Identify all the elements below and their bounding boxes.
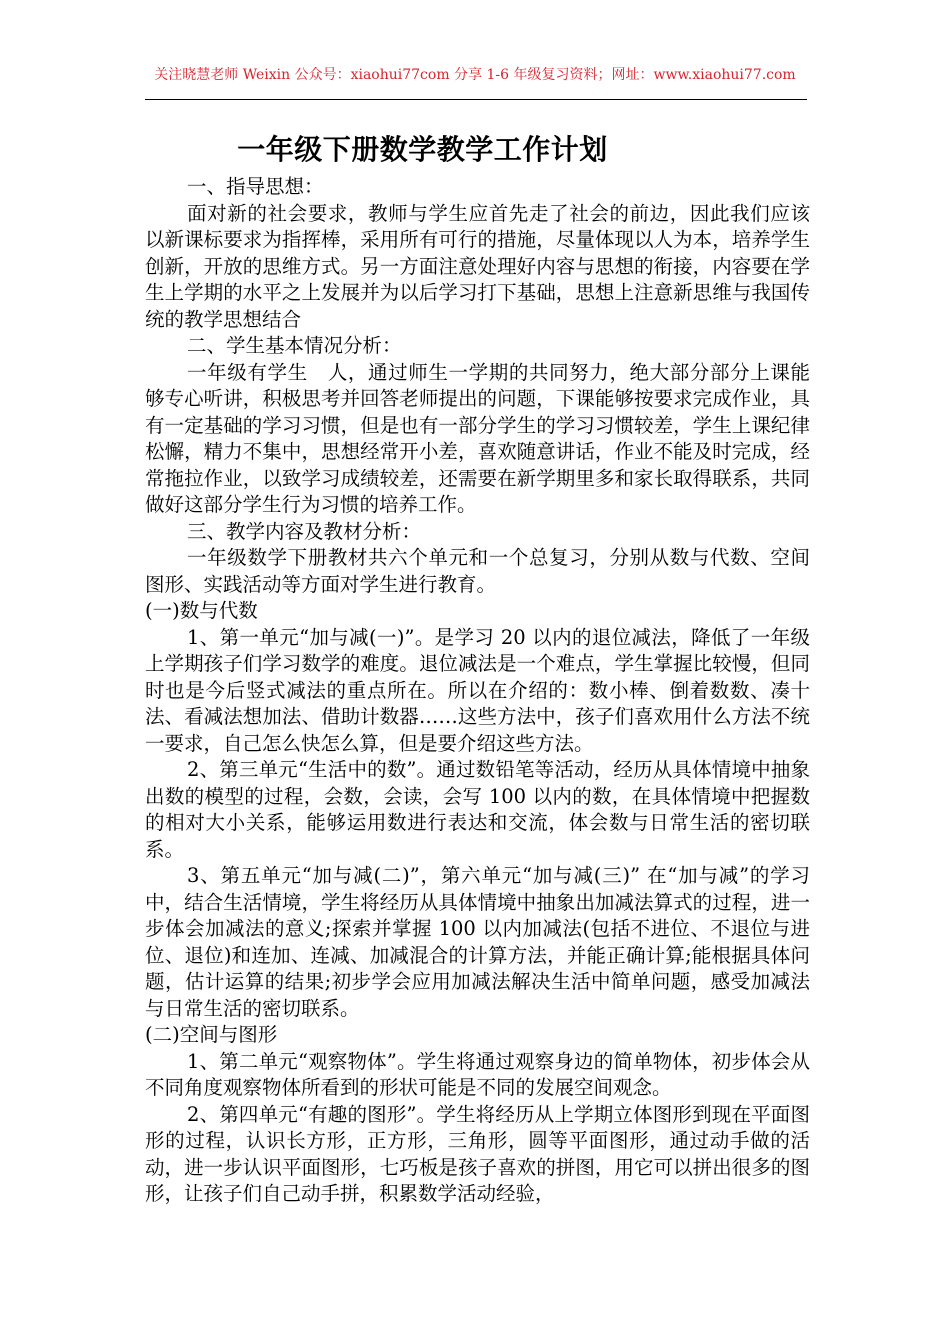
paragraph: 2、第四单元“有趣的图形”。学生将经历从上学期立体图形到现在平面图形的过程，认识长方形，正方形，三角形，圆等平面图形，通过动手做的活动，进一步认识平面图形，七巧板是孩子喜欢的拼图，用它可以拼出很多的图形，让孩子们自己动手拼，积累数学活动经验， [145,1102,810,1205]
document-body [145,174,810,1208]
section-heading: (一)数与代数 [145,599,258,622]
header-note: 关注晓慧老师 Weixin 公众号：xiaohui77com 分享 1-6 年级复习资料；网址：www.xiaohui77.com [154,67,796,83]
paragraph: 一年级数学下册教材共六个单元和一个总复习，分别从数与代数、空间图形、实践活动等方面对学生进行教育。 [145,546,810,596]
section-heading: (二)空间与图形 [145,1023,278,1046]
paragraph: 三、教学内容及教材分析： [187,519,422,543]
paragraph: 2、第三单元“生活中的数”。通过数铅笔等活动，经历从具体情境中抽象出数的模型的过程，会数，会读，会写 100 以内的数，在具体情境中把握数的相对大小关系，能够运用数进行表达和交流，体会数与日常生活的密切联系。 [145,758,810,861]
document-title: 一年级下册数学教学工作计划 [237,133,608,166]
paragraph: 一、指导思想： [187,175,324,198]
paragraph: 3、第五单元“加与减(二)”，第六单元“加与减(三)” 在“加与减”的学习中，结合生活情境，学生将经历从具体情境中抽象出加减法算式的过程，进一步体会加减法的意义;探索并掌握 100 以内加减法(包括不进位、不退位与进位、退位)和连加、连减、加减混合的计算方法，并能正确计算;能根据具体问题，估计运算的结果;初步学会应用加减法解决生活中简单问题，感受加减法与日常生活的密切联系。 [145,864,810,1020]
header-divider [145,99,807,100]
paragraph: 一年级有学生 人，通过师生一学期的共同努力，绝大部分部分上课能够专心听讲，积极思考并回答老师提出的问题，下课能够按要求完成作业，具有一定基础的学习习惯，但是也有一部分学生的学习习惯较差，学生上课纪律松懈，精力不集中，思想经常开小差，喜欢随意讲话，作业不能及时完成，经常拖拉作业，以致学习成绩较差，还需要在新学期里多和家长取得联系，共同做好这部分学生行为习惯的培养工作。 [145,360,810,516]
paragraph: 1、第一单元“加与减(一)”。是学习 20 以内的退位减法，降低了一年级上学期孩子们学习数学的难度。退位减法是一个难点，学生掌握比较慢，但同时也是今后竖式减法的重点所在。所以在介绍的：数小棒、倒着数数、凑十法、看减法想加法、借助计数器……这些方法中，孩子们喜欢用什么方法不统一要求，自己怎么快怎么算，但是要介绍这些方法。 [145,625,810,755]
paragraph: 面对新的社会要求，教师与学生应首先走了社会的前边，因此我们应该以新课标要求为指挥棒，采用所有可行的措施，尽量体现以人为本，培养学生创新，开放的思维方式。另一方面注意处理好内容与思想的衔接，内容要在学生上学期的水平之上发展并为以后学习打下基础，思想上注意新思维与我国传统的教学思想结合 [145,201,810,331]
paragraph: 二、学生基本情况分析： [187,334,402,357]
paragraph: 1、第二单元“观察物体”。学生将通过观察身边的简单物体，初步体会从不同角度观察物体所看到的形状可能是不同的发展空间观念。 [145,1049,810,1099]
